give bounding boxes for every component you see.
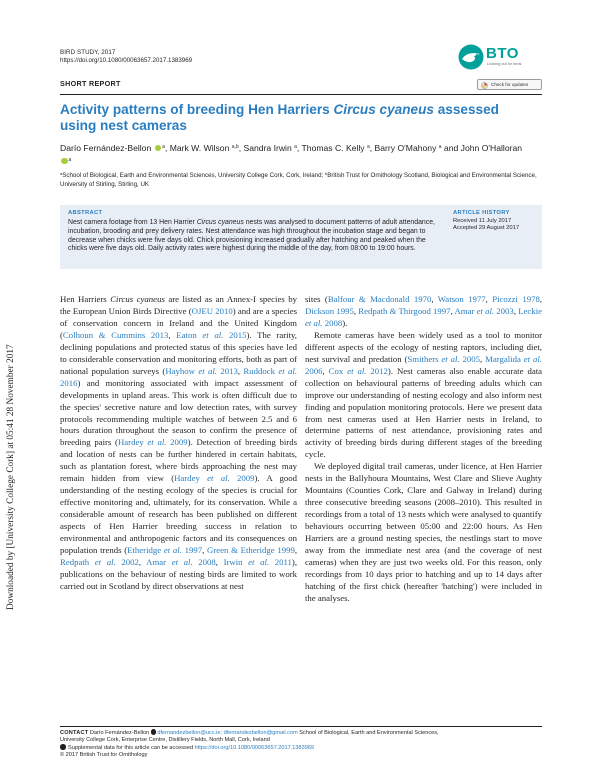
body-column-right [305,294,542,605]
citation-link[interactable]: Balfour & Macdonald 1970 [327,294,432,304]
body-paragraph: We deployed digital trail cameras, under licence, at Hen Harrier nests in the Ballyhoura Mountains, West Clare and Slieve Aughty Mountains (Counties Cork, Clare and Galway in Ireland) during three consecutive breeding seasons (2008–2010). This resulted in recordings from a total of 13 nests which were analysed to quantify behaviours occurring between 05:00 and 22:00 hours. As Hen Harriers are a ground nesting species, the nestlings start to move away from the immediate nest area (and the coverage of nest cameras) when they are just two weeks old. For this reason, only recordings from 10 days prior to hatching and up to 14 days after hatching of the first chick (hereafter 'hatching') were included in the analyses. [305,461,542,603]
crossmark-icon [481,82,488,89]
title-species: Circus cyaneus [333,102,434,117]
author-name: John O'Halloran [460,143,523,153]
author-name: Darío Fernández-Bellon [60,143,154,153]
author-name: Mark W. Wilson [169,143,232,153]
article-title: Activity patterns of breeding Hen Harriers Circus cyaneus assessed using nest cameras [60,102,499,133]
affiliation-marker: a [68,157,72,163]
article-history [453,210,539,233]
supplemental-line: Supplemental data for this article can be accessed https://doi.org/10.1080/00063657.2017.1383969 [60,744,542,752]
citation-link[interactable]: Hardey et al. 2009 [174,473,255,484]
body-column-left [60,294,297,593]
journal-name: BIRD STUDY, 2017 [60,49,116,56]
header-divider [60,94,542,95]
citation-link[interactable]: Hayhow et al. 2013 [165,365,238,376]
accepted-date: Accepted 29 August 2017 [453,225,520,232]
affiliation-marker: a [60,171,63,176]
citation-link[interactable]: Etheridge et al. 1997 [127,545,203,556]
contact-label: CONTACT [60,730,89,736]
contact-line: CONTACT Darío Fernández-Bellon dfernandezbellon@ucc.ie; dfernandezbellon@gmail.com School of Biological, Earth and Environmental Sciences, [60,730,439,736]
download-note: Downloaded by [University College Cork] at 05:41 28 November 2017 [6,344,16,610]
body-paragraph: Hen Harriers Circus cyaneus are listed as an Annex-I species by the European Union Birds Directive (OJEU 2010) and are a species of conservation concern in Ireland and the United Kingdom (Colhoun & Cummins 2013, Eaton et al. 2015). The rarity, declining populations and protected status of this species have led to considerable conservation and monitoring efforts, both as part of national population surveys (Hayhow et al. 2013, Ruddock et al. 2016) and monitoring associated with impact assessment of developments in upland areas. This work is often difficult due to the species' secretive nature and low detection rates, with survey protocols recommending multiple watches of between 2.5 and 6 hours duration throughout the season to confirm the presence of breeding pairs (Hardey et al. 2009). Detection of breeding birds and location of nests can be further hindered in certain habitats, such as plantation forest, where birds approaching the nest may remain hidden from view (Hardey et al. 2009). A good understanding of the nesting ecology of the species is crucial for effective monitoring and, ultimately, for its conservation. While a considerable amount of research has been published on different aspects of Hen Harrier breeding success in relation to environmental and anthropogenic factors and its consequences on population trends (Etheridge et al. 1997, Green & Etheridge 1999, Redpath et al. 2002, Amar et al. 2008, Irwin et al. 2011), publications on the behaviour of nesting birds are limited to work carried out in Scotland by direct observations at nest [60,294,298,591]
citation-link[interactable]: Amar et al. 2008 [146,556,216,567]
history-heading: ARTICLE HISTORY [453,210,510,216]
affiliation-marker: a [438,144,442,150]
citation-link[interactable]: Margalida et al. 2006 [305,353,542,376]
contact-address: University College Cork, Enterprise Centre, Distillery Fields, North Mall, Cork, Ireland [60,736,270,743]
author-name: Sandra Irwin [243,143,295,153]
citation-link[interactable]: Smithers et al. 2005 [407,353,481,364]
download-watermark [6,210,18,610]
affiliation-text: School of Biological, Earth and Environmental Sciences, University College Cork, Cork, Ireland; [62,172,325,179]
citation-link[interactable]: Ruddock et al. 2016 [60,365,298,388]
supplemental-link[interactable]: https://doi.org/10.1080/00063657.2017.1383969 [194,745,315,751]
citation-link[interactable]: OJEU 2010 [191,305,233,316]
affiliation-marker: a [162,144,165,150]
orcid-icon[interactable] [155,145,162,152]
received-date: Received 11 July 2017 [453,217,512,224]
logo-tagline: Looking out for birds [487,62,522,66]
article-doi-link[interactable]: https://doi.org/10.1080/00063657.2017.1383969 [60,57,193,64]
citation-link[interactable]: Cox et al. 2012 [328,365,388,376]
logo-text: BTO [486,45,519,62]
affiliation-marker: b [324,171,328,176]
citation-link[interactable]: Amar et al. 2003 [454,305,514,316]
citation-link[interactable]: Redpath et al. 2002 [60,556,139,567]
contact-email-link[interactable]: dfernandezbellon@ucc.ie; dfernandezbellon@gmail.com [157,730,298,736]
author-name: Thomas C. Kelly [301,143,367,153]
citation-link[interactable]: Picozzi 1978 [492,294,540,304]
check-for-updates-label: Check for updates [491,82,529,87]
author-list: Darío Fernández-Bellon $^a$, Mark W. Wilson $^{a,b}$, Sandra Irwin $^a$, Thomas C. Kelly $^a$, Barry O'Mahony $^a$ and John O'Halloran $^a$ [60,143,523,163]
citation-link[interactable]: Eaton et al. 2015 [176,329,247,340]
citation-link[interactable]: Green & Etheridge 1999 [207,545,295,556]
affiliation-marker: a,b [231,144,239,150]
orcid-icon[interactable] [61,158,68,165]
supplemental-icon [60,744,66,750]
body-paragraph: sites (Balfour & Macdonald 1970, Watson 1977, Picozzi 1978, Dickson 1995, Redpath & Thirgood 1997, Amar et al. 2003, Leckie et al. 2008). [305,294,543,328]
citation-link[interactable]: Redpath & Thirgood 1997 [358,305,451,316]
citation-link[interactable]: Leckie et al. 2008 [305,305,543,328]
citation-link[interactable]: Colhoun & Cummins 2013 [62,329,169,340]
section-label: SHORT REPORT [60,79,121,88]
check-for-updates-button[interactable] [477,79,542,90]
affiliation-marker: a [366,144,370,150]
affiliation-marker: a [294,144,297,150]
abstract-heading: ABSTRACT [68,210,103,216]
affiliations [60,170,542,189]
citation-link[interactable]: Watson 1977 [437,294,486,304]
bto-logo [458,44,542,70]
citation-link[interactable]: Irwin et al. 2011 [223,556,292,567]
citation-link[interactable]: Hardey et al. 2009 [117,437,188,448]
author-name: Barry O'Mahony [374,143,439,153]
body-paragraph: Remote cameras have been widely used as a tool to monitor different aspects of the ecology of nesting raptors, including diet, nest survival and predation (Smithers et al. 2005, Margalida et al. 2006, Cox et al. 2012). Nest cameras also enable accurate data collection on behavioural patterns of breeding adults which can improve our understanding of nesting ecology and also inform nest finding and population monitoring protocols. Here we present data from nest cameras used at Hen Harrier nests in Ireland, to determine patterns of nest attendance, provisioning rates and activity of breeding birds during different stages of the breeding cycle. [305,329,543,460]
email-icon [151,729,157,735]
affiliation-text: British Trust for Ornithology Scotland, Biological and Environmental Science, University of Stirling, Stirling, UK [60,172,537,188]
footer-divider [60,726,542,727]
abstract-box [60,205,542,269]
copyright: © 2017 British Trust for Ornithology [60,752,148,758]
citation-link[interactable]: Dickson 1995 [305,305,354,316]
bird-logo-icon [458,44,484,70]
abstract-text: Nest camera footage from 13 Hen Harrier Circus cyaneus nests was analysed to document patterns of adult attendance, incubation, brooding and prey delivery rates. Nest attendance was high throughout the incubation stage and began to decrease when chicks were five days old. Chick provisioning increased gradually after hatching and peaked when the chicks were five days old. Daily activity rates were highest during the middle of the day, from 08:00 to 19:00 hours. [68,219,435,253]
